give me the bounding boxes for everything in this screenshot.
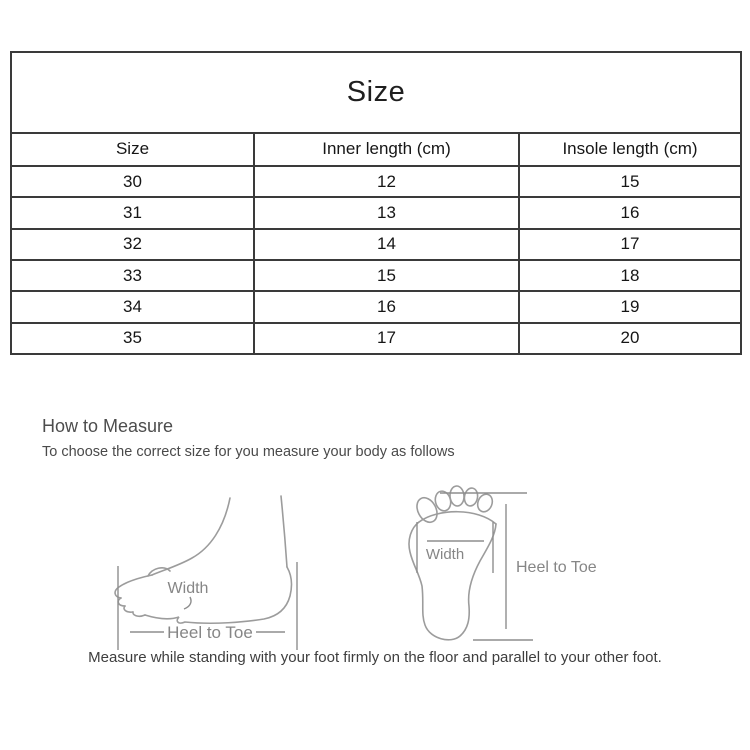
cell-inner-length: 14 <box>254 229 519 260</box>
foot-top-view-diagram <box>383 470 613 655</box>
table-header-row <box>11 133 741 166</box>
column-header-insole-length: Insole length (cm) <box>519 133 741 166</box>
cell-insole-length: 16 <box>519 197 741 228</box>
table-row <box>11 197 741 228</box>
cell-size: 31 <box>11 197 254 228</box>
table-row <box>11 229 741 260</box>
foot-side-view-diagram <box>88 478 328 653</box>
cell-size: 32 <box>11 229 254 260</box>
cell-insole-length: 17 <box>519 229 741 260</box>
table-title: Size <box>11 52 741 133</box>
how-to-measure-subtitle: To choose the correct size for you measure your body as follows <box>42 444 455 460</box>
foot-side-outline <box>115 496 291 623</box>
how-to-measure-heading: How to Measure <box>42 416 174 436</box>
column-header-size: Size <box>11 133 254 166</box>
table-row <box>11 291 741 322</box>
table-row <box>11 166 741 197</box>
column-header-inner-length: Inner length (cm) <box>254 133 519 166</box>
cell-size: 33 <box>11 260 254 291</box>
measure-caption: Measure while standing with your foot firmly on the floor and parallel to your other foot. <box>88 649 662 666</box>
heel-to-toe-label: Heel to Toe <box>167 623 253 642</box>
width-measure <box>417 522 493 573</box>
table-title-row <box>11 52 741 133</box>
cell-inner-length: 12 <box>254 166 519 197</box>
table-row <box>11 323 741 354</box>
cell-insole-length: 19 <box>519 291 741 322</box>
cell-inner-length: 15 <box>254 260 519 291</box>
heel-to-toe-measure <box>118 562 297 650</box>
table-row <box>11 260 741 291</box>
cell-size: 35 <box>11 323 254 354</box>
heel-to-toe-label: Heel to Toe <box>516 559 597 576</box>
cell-insole-length: 18 <box>519 260 741 291</box>
cell-size: 30 <box>11 166 254 197</box>
cell-insole-length: 15 <box>519 166 741 197</box>
heel-to-toe-measure <box>440 493 597 640</box>
size-table <box>10 51 742 355</box>
cell-inner-length: 16 <box>254 291 519 322</box>
cell-size: 34 <box>11 291 254 322</box>
width-label: Width <box>167 580 209 597</box>
cell-insole-length: 20 <box>519 323 741 354</box>
width-measure <box>168 580 209 609</box>
width-label: Width <box>425 546 465 563</box>
cell-inner-length: 17 <box>254 323 519 354</box>
cell-inner-length: 13 <box>254 197 519 228</box>
